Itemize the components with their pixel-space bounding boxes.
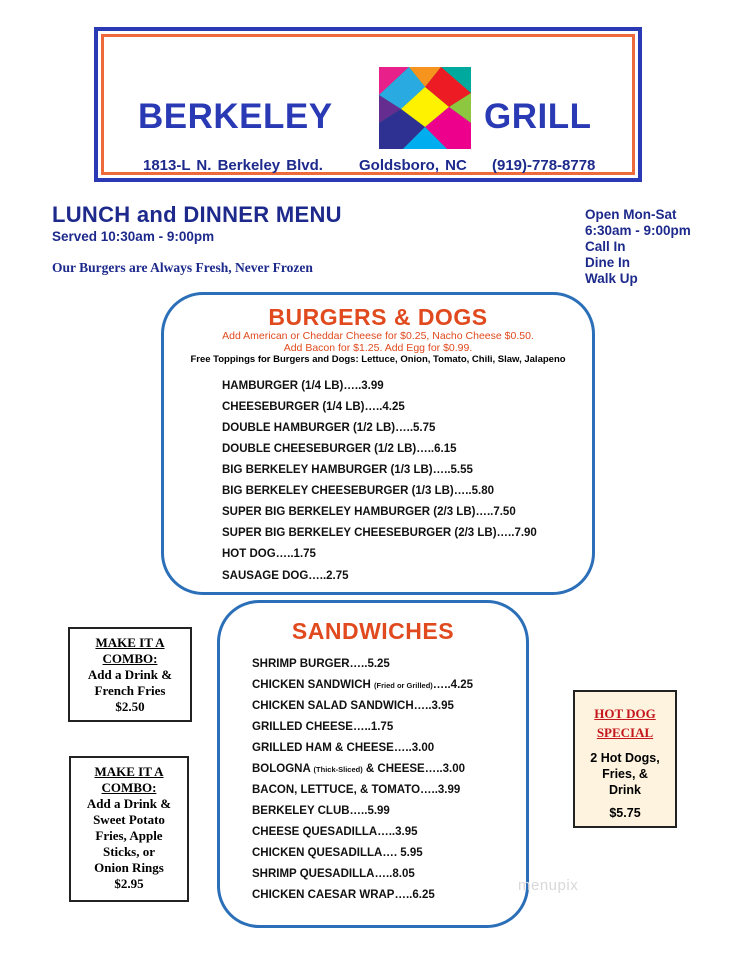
burgers-dogs-section <box>161 292 595 595</box>
item-text: CHICKEN QUESADILLA…. 5.95 <box>252 847 423 859</box>
section-title: BURGERS & DOGS <box>268 304 488 330</box>
hours-line: Walk Up <box>585 271 638 286</box>
menu-item: HAMBURGER (1/4 LB)…..3.99 <box>222 380 384 392</box>
brand-name-right: GRILL <box>484 97 592 136</box>
section-title: SANDWICHES <box>291 618 455 644</box>
menu-item <box>252 784 460 796</box>
special-price: $5.75 <box>609 806 641 820</box>
combo-heading: MAKE IT A <box>95 635 165 650</box>
menu-item: SUPER BIG BERKELEY HAMBURGER (2/3 LB)…..7.50 <box>222 506 516 518</box>
combo-price: $2.95 <box>114 876 144 891</box>
combo-body: Sweet Potato <box>93 812 165 827</box>
menu-item <box>252 658 390 670</box>
combo-heading: COMBO: <box>101 780 157 795</box>
menu-item: HOT DOG…..1.75 <box>222 548 316 560</box>
item-note: (Thick-Sliced) <box>313 765 363 774</box>
menu-item <box>252 868 415 880</box>
street-address: 1813-L N. Berkeley Blvd. <box>143 157 323 174</box>
menu-item <box>252 763 465 775</box>
special-body: Drink <box>609 783 641 797</box>
combo-heading: MAKE IT A <box>94 764 164 779</box>
menu-item <box>252 805 390 817</box>
combo-body: Onion Rings <box>94 860 164 875</box>
combo-price: $2.50 <box>115 699 145 714</box>
free-toppings-note: Free Toppings for Burgers and Dogs: Lettuce, Onion, Tomato, Chili, Slaw, Jalapeno <box>190 354 566 365</box>
menu-item <box>252 826 418 838</box>
hot-dog-special-box <box>573 690 677 828</box>
combo-body: Add a Drink & <box>87 667 173 682</box>
special-heading: SPECIAL <box>596 725 654 740</box>
special-body: Fries, & <box>602 767 648 781</box>
city-state: Goldsboro, NC <box>359 157 467 174</box>
brand-name-left: BERKELEY <box>138 97 333 136</box>
item-text: BOLOGNA <box>252 763 314 775</box>
menu-item: DOUBLE HAMBURGER (1/2 LB)…..5.75 <box>222 422 436 434</box>
hours-line: 6:30am - 9:00pm <box>585 223 691 238</box>
served-hours: Served 10:30am - 9:00pm <box>52 229 215 244</box>
item-text: SHRIMP BURGER…..5.25 <box>252 658 390 670</box>
hours-line: Call In <box>585 239 626 254</box>
cheese-addon-note: Add American or Cheddar Cheese for $0.25, Nacho Cheese $0.50. <box>222 330 534 342</box>
menu-item: SUPER BIG BERKELEY CHEESEBURGER (2/3 LB)…..7.90 <box>222 527 537 539</box>
menu-item <box>252 847 423 859</box>
phone-number: (919)-778-8778 <box>492 157 596 174</box>
menu-item <box>252 889 435 901</box>
burger-tagline: Our Burgers are Always Fresh, Never Frozen <box>52 260 313 275</box>
combo-sides-box <box>69 756 189 902</box>
item-price: & CHEESE…..3.00 <box>362 763 465 775</box>
bacon-egg-addon-note: Add Bacon for $1.25. Add Egg for $0.99. <box>283 342 473 354</box>
combo-body: Fries, Apple <box>95 828 163 843</box>
combo-body: Add a Drink & <box>86 796 172 811</box>
combo-body: Sticks, or <box>103 844 155 859</box>
hours-line: Open Mon-Sat <box>585 207 677 222</box>
menu-item: DOUBLE CHEESEBURGER (1/2 LB)…..6.15 <box>222 443 457 455</box>
menu-item: BIG BERKELEY HAMBURGER (1/3 LB)…..5.55 <box>222 464 473 476</box>
item-text: GRILLED CHEESE…..1.75 <box>252 721 394 733</box>
menu-item: SAUSAGE DOG…..2.75 <box>222 570 349 582</box>
special-heading: HOT DOG <box>594 706 656 721</box>
item-text: GRILLED HAM & CHEESE…..3.00 <box>252 742 435 754</box>
header-banner <box>94 27 642 182</box>
item-note: (Fried or Grilled) <box>374 681 433 690</box>
combo-fries-box <box>68 627 192 722</box>
item-text: SHRIMP QUESADILLA…..8.05 <box>252 868 415 880</box>
menu-item: CHEESEBURGER (1/4 LB)…..4.25 <box>222 401 405 413</box>
combo-heading: COMBO: <box>102 651 158 666</box>
hours-line: Dine In <box>585 255 631 270</box>
menu-item: BIG BERKELEY CHEESEBURGER (1/3 LB)…..5.80 <box>222 485 495 497</box>
banner-inner-frame <box>101 34 635 175</box>
combo-body: French Fries <box>94 683 166 698</box>
menu-item <box>252 742 434 754</box>
item-text: CHICKEN CAESAR WRAP…..6.25 <box>252 889 435 901</box>
menu-title: LUNCH and DINNER MENU <box>52 202 342 227</box>
item-text: CHICKEN SALAD SANDWICH…..3.95 <box>252 700 454 712</box>
item-text: CHICKEN SANDWICH <box>252 679 375 691</box>
sandwiches-section <box>217 600 529 928</box>
menu-item <box>252 679 473 691</box>
item-text: BACON, LETTUCE, & TOMATO…..3.99 <box>252 784 461 796</box>
special-body: 2 Hot Dogs, <box>590 751 660 765</box>
menu-item <box>252 721 393 733</box>
store-hours <box>585 207 691 287</box>
item-text: BERKELEY CLUB…..5.99 <box>252 805 390 817</box>
item-text: CHEESE QUESADILLA…..3.95 <box>252 826 418 838</box>
menu-item <box>252 700 454 712</box>
item-price: …..4.25 <box>432 679 474 691</box>
logo-mosaic-icon <box>379 67 471 149</box>
watermark: menupix <box>518 877 579 894</box>
